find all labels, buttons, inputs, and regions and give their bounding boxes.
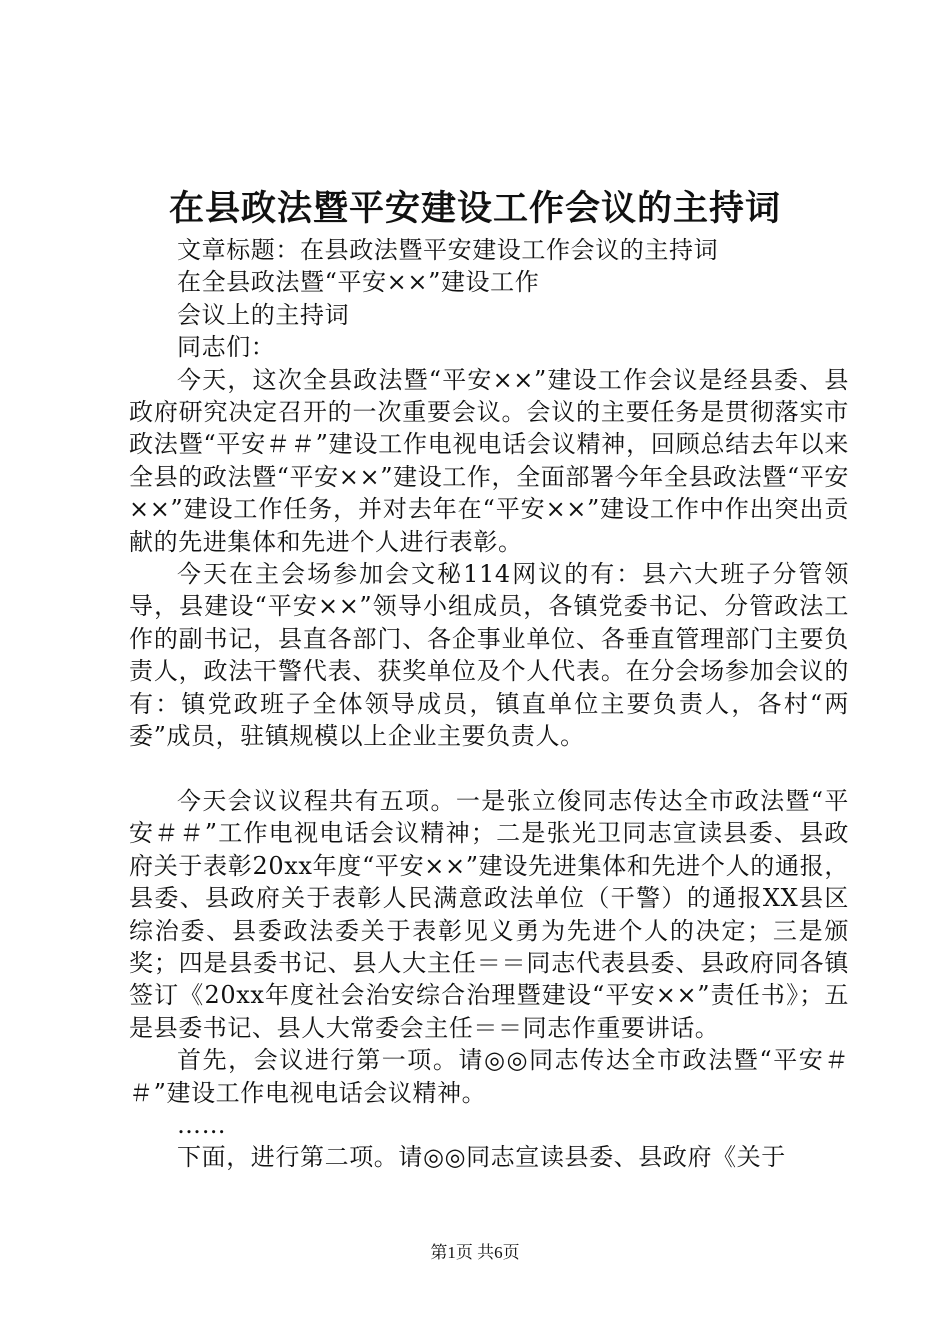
page-footer: 第1页 共6页 xyxy=(430,1243,520,1262)
paragraph-attendees: 今天在主会场参加会文秘114网议的有：县六大班子分管领导，县建设“平安××”领导小组成员，各镇党委书记、分管政法工作的副书记，县直各部门、各企事业单位、各垂直管理部门主要负责人，政法干警代表、获奖单位及个人代表。在分会场参加会议的有：镇党政班子全体领导成员，镇直单位主要负责人，各村“两委”成员，驻镇规模以上企业主要负责人。 xyxy=(129,560,849,751)
article-title-line: 文章标题：在县政法暨平安建设工作会议的主持词 xyxy=(177,236,719,264)
document-body xyxy=(129,234,849,1174)
subtitle-line-2: 会议上的主持词 xyxy=(177,300,350,329)
paragraph-item-two: 下面，进行第二项。请◎◎同志宣读县委、县政府《关于 xyxy=(177,1143,786,1172)
paragraph-agenda: 今天会议议程共有五项。一是张立俊同志传达全市政法暨“平安＃＃”工作电视电话会议精神；二是张光卫同志宣读县委、县政府关于表彰20xx年度“平安××”建设先进集体和先进个人的通报，县委、县政府关于表彰人民满意政法单位（干警）的通报XX县区综治委、县委政法委关于表彰见义勇为先进个人的决定；三是颁奖；四是县委书记、县人大主任＝＝同志代表县委、县政府同各镇签订《20xx年度社会治安综合治理暨建设“平安××”责任书》；五是县委书记、县人大常委会主任＝＝同志作重要讲话。 xyxy=(129,786,849,1042)
paragraph-spacer xyxy=(129,753,849,785)
paragraph-ellipsis: …… xyxy=(177,1110,227,1139)
salutation: 同志们： xyxy=(177,333,276,362)
document-title: 在县政法暨平安建设工作会议的主持词 xyxy=(168,188,781,229)
subtitle-line-1: 在全县政法暨“平安××”建设工作 xyxy=(177,268,540,297)
paragraph-opening: 今天，这次全县政法暨“平安××”建设工作会议是经县委、县政府研究决定召开的一次重要会议。会议的主要任务是贯彻落实市政法暨“平安＃＃”建设工作电视电话会议精神，回顾总结去年以来全县的政法暨“平安××”建设工作，全面部署今年全县政法暨“平安××”建设工作任务，并对去年在“平安××”建设工作中作出突出贡献的先进集体和先进个人进行表彰。 xyxy=(129,365,849,556)
paragraph-item-one: 首先，会议进行第一项。请◎◎同志传达全市政法暨“平安＃＃”建设工作电视电话会议精神。 xyxy=(129,1046,849,1107)
